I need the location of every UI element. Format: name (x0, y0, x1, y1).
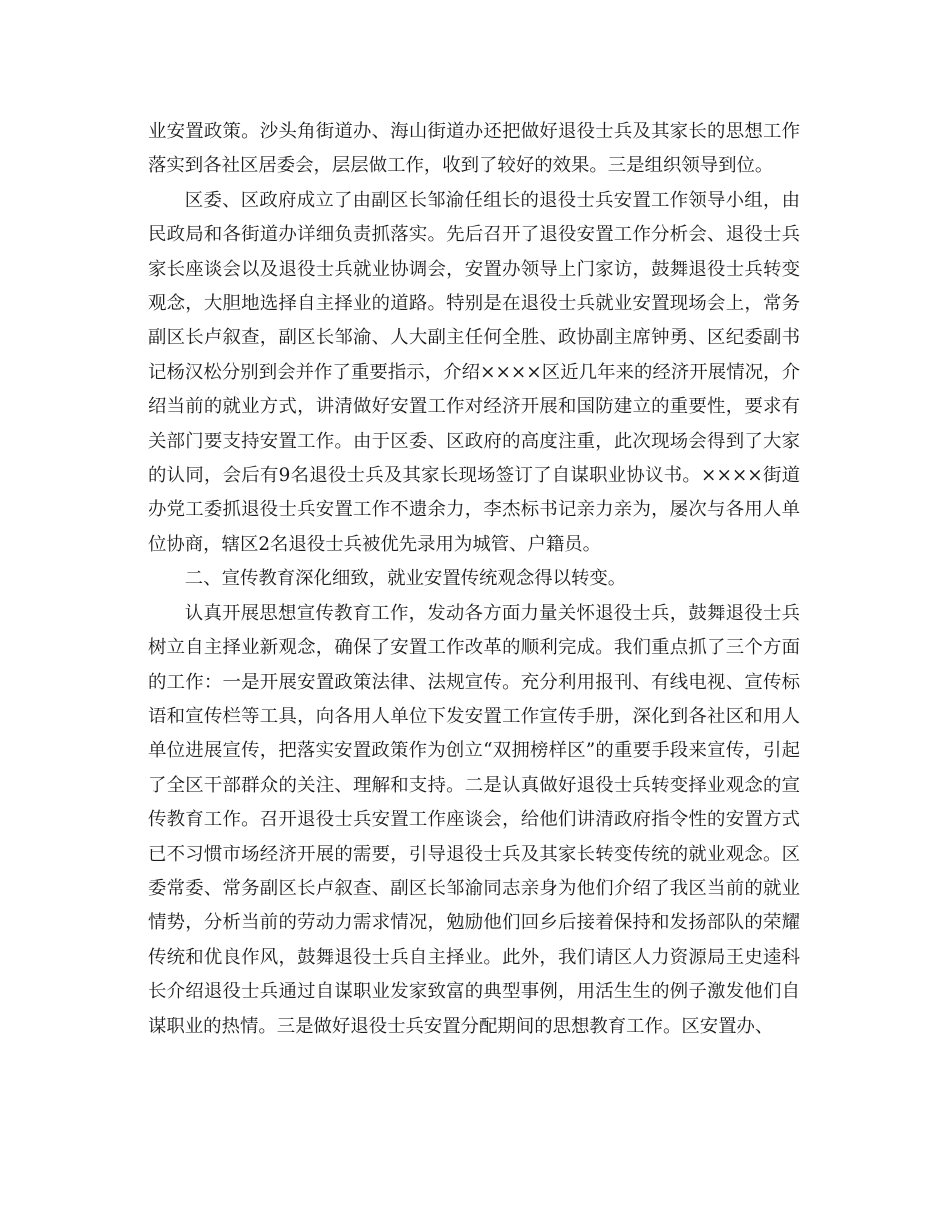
document-body (148, 115, 800, 1044)
paragraph-2: 区委、区政府成立了由副区长邹渝任组长的退役士兵安置工作领导小组，由民政局和各街道办详细负责抓落实。先后召开了退役安置工作分析会、退役士兵家长座谈会以及退役士兵就业协调会，安置办领导上门家访，鼓舞退役士兵转变观念，大胆地选择自主择业的道路。特别是在退役士兵就业安置现场会上，常务副区长卢叙查，副区长邹渝、人大副主任何全胜、政协副主席钟勇、区纪委副书记杨汉松分别到会并作了重要指示，介绍××××区近几年来的经济开展情况，介绍当前的就业方式，讲清做好安置工作对经济开展和国防建立的重要性，要求有关部门要支持安置工作。由于区委、区政府的高度注重，此次现场会得到了大家的认同，会后有9名退役士兵及其家长现场签订了自谋职业协议书。××××街道办党工委抓退役士兵安置工作不遗余力，李杰标书记亲力亲为，屡次与各用人单位协商，辖区2名退役士兵被优先录用为城管、户籍员。 (148, 189, 800, 555)
paragraph-1: 业安置政策。沙头角街道办、海山街道办还把做好退役士兵及其家长的思想工作落实到各社区居委会，层层做工作，收到了较好的效果。三是组织领导到位。 (148, 121, 800, 177)
paragraph-3: 认真开展思想宣传教育工作，发动各方面力量关怀退役士兵，鼓舞退役士兵树立自主择业新观念，确保了安置工作改革的顺利完成。我们重点抓了三个方面的工作：一是开展安置政策法律、法规宣传。充分利用报刊、有线电视、宣传标语和宣传栏等工具，向各用人单位下发安置工作宣传手册，深化到各社区和用人单位进展宣传，把落实安置政策作为创立“双拥榜样区”的重要手段来宣传，引起了全区干部群众的关注、理解和支持。二是认真做好退役士兵转变择业观念的宣传教育工作。召开退役士兵安置工作座谈会，给他们讲清政府指令性的安置方式已不习惯市场经济开展的需要，引导退役士兵及其家长转变传统的就业观念。区委常委、常务副区长卢叙查、副区长邹渝同志亲身为他们介绍了我区当前的就业情势，分析当前的劳动力需求情况，勉励他们回乡后接着保持和发扬部队的荣耀传统和优良作风，鼓舞退役士兵自主择业。此外，我们请区人力资源局王史逵科长介绍退役士兵通过自谋职业发家致富的典型事例，用活生生的例子激发他们自谋职业的热情。三是做好退役士兵安置分配期间的思想教育工作。区安置办、 (148, 602, 800, 1037)
section-heading-2: 二、宣传教育深化细致，就业安置传统观念得以转变。 (184, 568, 627, 590)
